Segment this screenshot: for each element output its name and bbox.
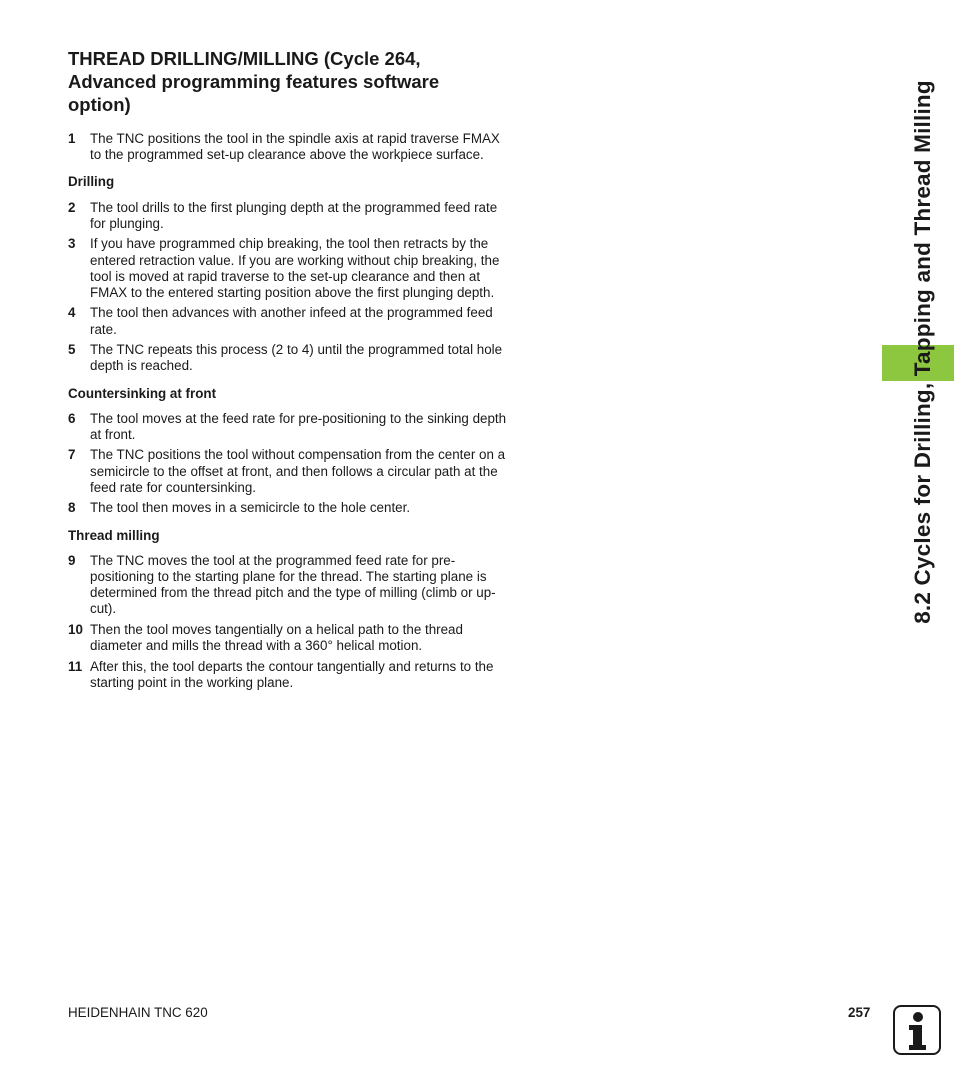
subheading-drilling: Drilling — [68, 174, 115, 190]
step-text: Then the tool moves tangentially on a helical path to the thread diameter and mills the thread with a 360° helical motion. — [90, 621, 463, 654]
step-number: 9 — [68, 552, 76, 568]
list-item-2 — [68, 200, 513, 232]
page-number: 257 — [848, 1005, 871, 1020]
step-number: 10 — [68, 621, 83, 637]
subheading-thread-milling: Thread milling — [68, 527, 160, 543]
step-text: The tool moves at the feed rate for pre-positioning to the sinking depth at front. — [90, 410, 507, 442]
step-text: The TNC repeats this process (2 to 4) until the programmed total hole depth is reached. — [90, 342, 503, 374]
step-number: 3 — [68, 236, 76, 252]
step-text: The tool then moves in a semicircle to the hole center. — [90, 500, 411, 516]
list-item-5 — [68, 342, 513, 374]
step-text: The TNC positions the tool without compensation from the center on a semicircle to the offset at front, and then follows a circular path at the feed rate for countersinking. — [90, 447, 506, 495]
list-item-10 — [68, 622, 513, 654]
list-item-11 — [68, 659, 513, 691]
step-text: The tool then advances with another infeed at the programmed feed rate. — [90, 305, 493, 337]
subheading-countersinking: Countersinking at front — [68, 385, 217, 401]
step-number: 5 — [68, 342, 76, 358]
list-item-4 — [68, 305, 513, 337]
list-item-7 — [68, 447, 513, 496]
step-number: 1 — [68, 131, 76, 146]
step-number: 8 — [68, 500, 76, 516]
step-text: The TNC moves the tool at the programmed feed rate for pre-positioning to the starting plane for the thread. The starting plane is determined from the thread pitch and the type of milling (climb or up-cut). — [90, 552, 496, 617]
list-item-9 — [68, 553, 513, 618]
step-number: 2 — [68, 199, 76, 215]
info-icon — [893, 1005, 941, 1055]
step-text: The tool drills to the first plunging depth at the programmed feed rate for plunging. — [90, 199, 498, 231]
step-number: 4 — [68, 305, 76, 321]
list-item-1 — [68, 131, 513, 163]
step-text: The TNC positions the tool in the spindle axis at rapid traverse FMAX to the programmed set-up clearance above the workpiece surface. — [90, 131, 500, 163]
step-number: 7 — [68, 447, 76, 463]
step-number: 11 — [68, 658, 83, 674]
step-list — [68, 131, 513, 695]
step-text: After this, the tool departs the contour tangentially and returns to the starting point in the working plane. — [90, 658, 494, 690]
chapter-side-title-text: 8.2 Cycles for Drilling, Tapping and Thread Milling — [910, 80, 935, 624]
list-item-3 — [68, 236, 513, 301]
list-item-8 — [68, 500, 513, 516]
footer-product: HEIDENHAIN TNC 620 — [68, 1005, 208, 1020]
step-number: 6 — [68, 410, 76, 426]
page-title: THREAD DRILLING/MILLING (Cycle 264, Advanced programming features software option) — [68, 48, 440, 115]
list-item-6 — [68, 411, 513, 443]
step-text: If you have programmed chip breaking, the tool then retracts by the entered retraction value. If you are working without chip breaking, the tool is moved at rapid traverse to the set-up clearance and then at FMAX to the entered starting position above the first plunging depth. — [90, 236, 500, 300]
